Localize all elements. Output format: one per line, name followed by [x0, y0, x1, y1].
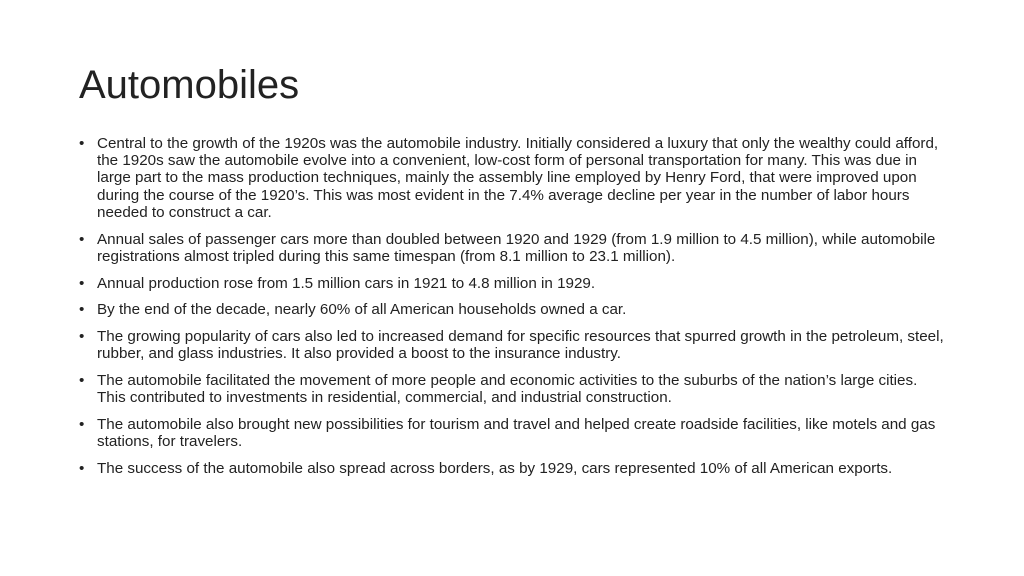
bullet-text: By the end of the decade, nearly 60% of all American households owned a car. [97, 301, 627, 319]
bullet-icon: • [79, 416, 85, 434]
bullet-item [79, 301, 949, 318]
bullet-item [79, 231, 949, 265]
bullet-text: The automobile also brought new possibilities for tourism and travel and helped create roadside facilities, like motels and gas stations, for travelers. [97, 416, 936, 451]
bullet-item [79, 460, 949, 477]
bullet-item [79, 275, 949, 292]
bullet-item [79, 372, 949, 406]
bullet-icon: • [79, 135, 85, 152]
bullet-icon: • [79, 274, 85, 292]
bullet-item [79, 135, 949, 221]
bullet-icon: • [79, 460, 85, 478]
bullet-icon: • [79, 301, 85, 319]
bullet-text: Annual sales of passenger cars more than doubled between 1920 and 1929 (from 1.9 million to 4.5 million), while automobile registrations almost tripled during this same timespan (from 8.1 million to 23.1 million). [97, 230, 936, 265]
bullet-text: Central to the growth of the 1920s was the automobile industry. Initially considered a luxury that only the wealthy could afford, the 1920s saw the automobile evolve into a convenient, low-cost form of personal transportation for many. This was due in large part to the mass production techniques, mainly the assembly line employed by Henry Ford, that were improved upon during the course of the 1920’s. This was most evident in the 7.4% average decline per year in the number of labor hours needed to construct a car. [97, 135, 939, 221]
slide-title: Automobiles [79, 63, 300, 107]
bullet-list [79, 135, 949, 487]
bullet-text: The automobile facilitated the movement of more people and economic activities to the suburbs of the nation’s large cities. This contributed to investments in residential, commercial, and industrial construction. [97, 372, 918, 407]
bullet-text: The growing popularity of cars also led to increased demand for specific resources that spurred growth in the petroleum, steel, rubber, and glass industries. It also provided a boost to the insurance industry. [97, 328, 944, 363]
bullet-item [79, 416, 949, 450]
bullet-text: The success of the automobile also spread across borders, as by 1929, cars represented 10% of all American exports. [97, 460, 893, 478]
bullet-icon: • [79, 372, 85, 390]
bullet-item [79, 328, 949, 362]
bullet-icon: • [79, 328, 85, 346]
bullet-icon: • [79, 230, 85, 248]
bullet-text: Annual production rose from 1.5 million cars in 1921 to 4.8 million in 1929. [97, 274, 596, 292]
